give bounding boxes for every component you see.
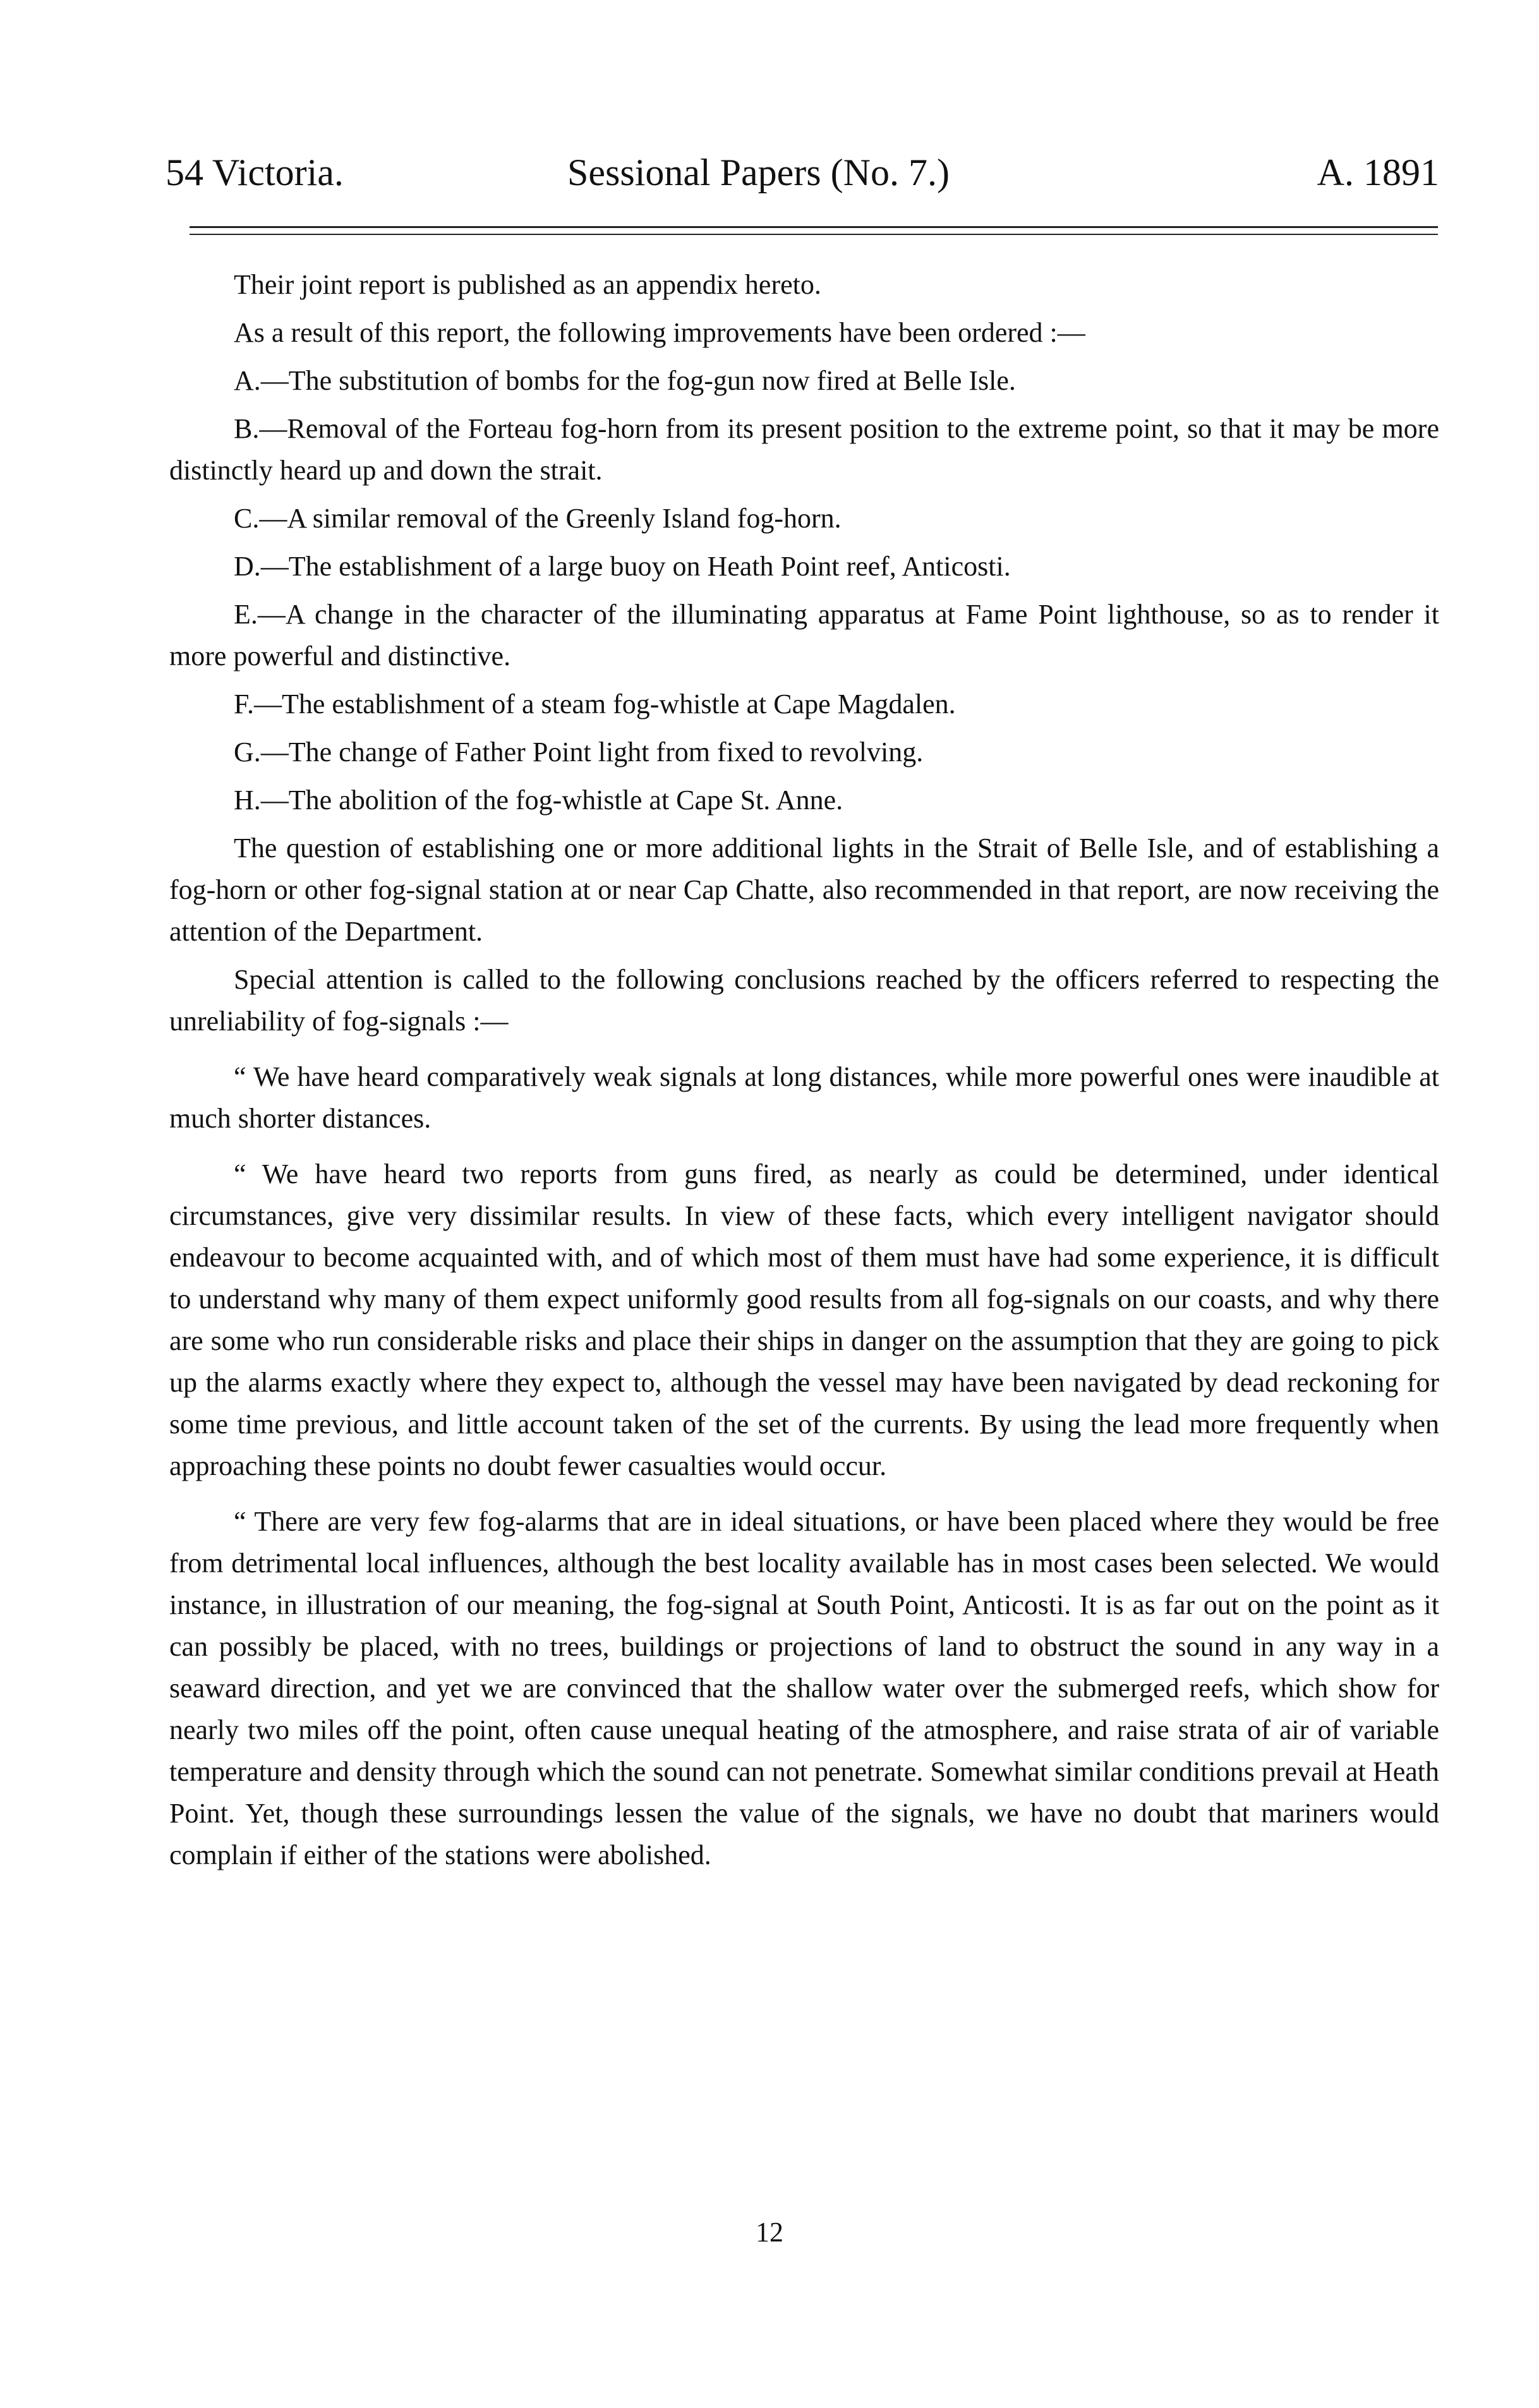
paragraph-special-attention: Special attention is called to the following conclusions reached by the officers referred to respecting the unreliability of fog-signals :— xyxy=(169,964,1439,1037)
quote-weak-signals: “ We have heard comparatively weak signals at long distances, while more powerful ones were inaudible at much shorter distances. xyxy=(169,1061,1439,1134)
header-title: Sessional Papers (No. 7.) xyxy=(567,152,950,193)
list-item-e: E.—A change in the character of the illuminating apparatus at Fame Point lighthouse, so as to render it more powerful and distinctive. xyxy=(169,599,1439,671)
body-text xyxy=(169,264,1439,1876)
header-rule-bottom xyxy=(190,234,1438,235)
page-number: 12 xyxy=(756,2217,783,2248)
list-item-c: C.—A similar removal of the Greenly Island fog-horn. xyxy=(234,503,842,534)
list-item-d: D.—The establishment of a large buoy on Heath Point reef, Anticosti. xyxy=(234,551,1011,582)
paragraph-additional-lights: The question of establishing one or more additional lights in the Strait of Belle Isle, and of establishing a fog-horn or other fog-signal station at or near Cap Chatte, also recommended in that report, are now receiving the attention of the Department. xyxy=(169,833,1439,947)
list-item-a: A.—The substitution of bombs for the fog-gun now fired at Belle Isle. xyxy=(234,365,1016,396)
paragraph-improvements-intro: As a result of this report, the following improvements have been ordered :— xyxy=(234,317,1085,348)
header-session: 54 Victoria. xyxy=(166,152,344,193)
list-item-b: B.—Removal of the Forteau fog-horn from its present position to the extreme point, so that it may be more distinctly heard up and down the strait. xyxy=(169,413,1439,486)
list-item-h: H.—The abolition of the fog-whistle at Cape St. Anne. xyxy=(234,785,843,816)
paragraph-joint-report: Their joint report is published as an appendix hereto. xyxy=(234,269,821,300)
header-rule-top xyxy=(190,226,1438,228)
list-item-g: G.—The change of Father Point light from fixed to revolving. xyxy=(234,737,924,768)
quote-fog-alarms: “ There are very few fog-alarms that are in ideal situations, or have been placed where they would be free from detrimental local influences, although the best locality available has in most cases been selected. We would instance, in illustration of our meaning, the fog-signal at South Point, Anticosti. It is as far out on the point as it can possibly be placed, with no trees, buildings or projections of land to obstruct the sound in any way in a seaward direction, and yet we are convinced that the shallow water over the submerged reefs, which show for nearly two miles off the point, often cause unequal heating of the atmosphere, and raise strata of air of variable temperature and density through which the sound can not penetrate. Somewhat similar conditions prevail at Heath Point. Yet, though these surroundings lessen the value of the signals, we have no doubt that mariners would complain if either of the stations were abolished. xyxy=(169,1506,1439,1870)
running-header xyxy=(166,144,1439,201)
quote-gun-reports: “ We have heard two reports from guns fired, as nearly as could be determined, under identical circumstances, give very dissimilar results. In view of these facts, which every intelligent navigator should endeavour to become acquainted with, and of which most of them must have had some experience, it is difficult to understand why many of them expect uniformly good results from all fog-signals on our coasts, and why there are some who run considerable risks and place their ships in danger on the assumption that they are going to pick up the alarms exactly where they expect to, although the vessel may have been navigated by dead reckoning for some time previous, and little account taken of the set of the currents. By using the lead more frequently when approaching these points no doubt fewer casualties would occur. xyxy=(169,1159,1439,1481)
list-item-f: F.—The establishment of a steam fog-whistle at Cape Magdalen. xyxy=(234,689,956,719)
header-year: A. 1891 xyxy=(1317,152,1439,193)
